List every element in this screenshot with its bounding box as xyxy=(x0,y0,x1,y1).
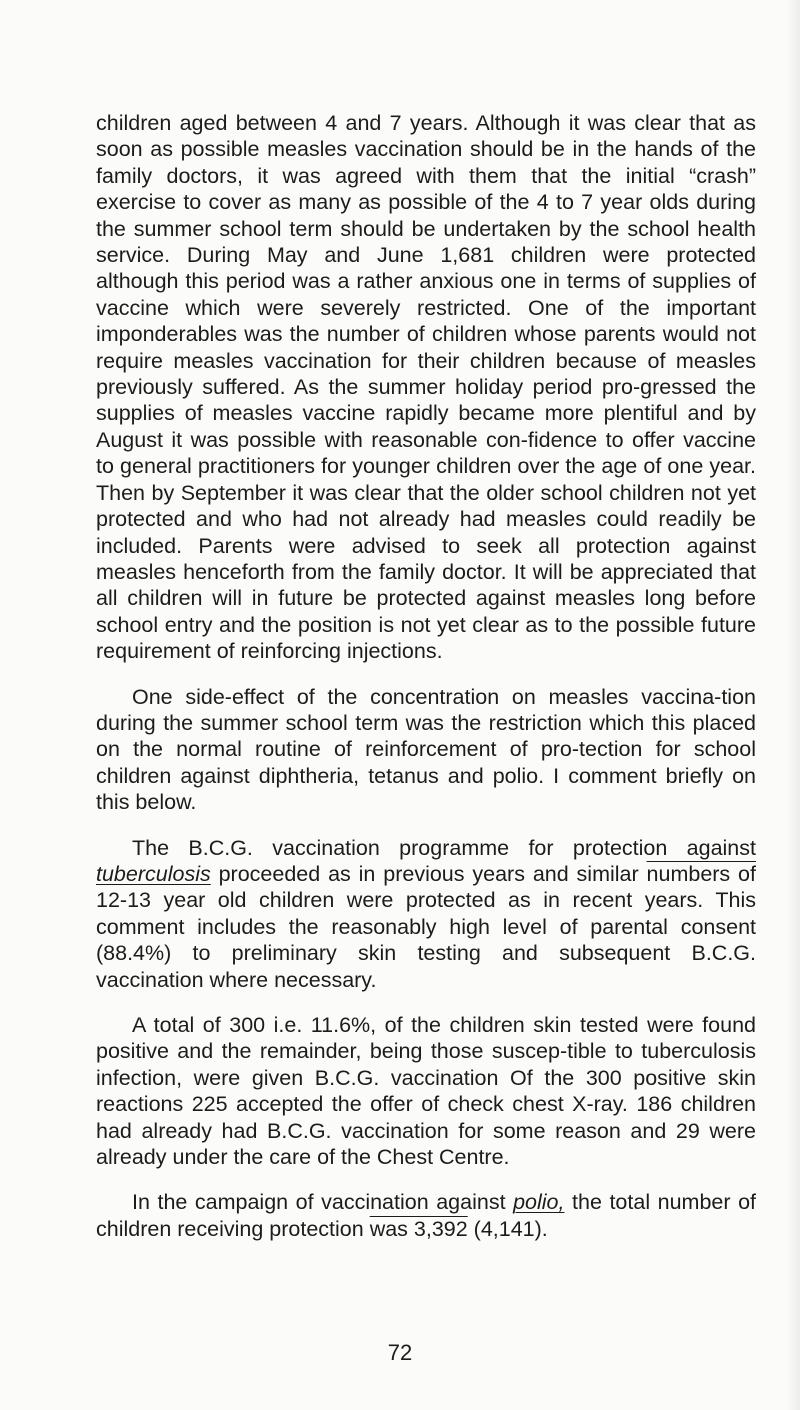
paragraph-skin-test-results: A total of 300 i.e. 11.6%, of the children skin tested were found positive and the remainder, being those suscep-tible to tuberculosis infection, were given B.C.G. vaccination Of the 300 positive skin reactions 225 accepted the offer of check chest X-ray. 186 children had already had B.C.G. vaccination for some reason and 29 were already under the care of the Chest Centre. xyxy=(96,1013,756,1170)
polio-text-end: (4,141). xyxy=(467,1216,548,1241)
body-text xyxy=(96,110,756,1261)
bcg-text-start: The B.C.G. vaccination programme for protection against xyxy=(132,835,756,860)
bcg-text-middle: proceeded as in previous years and similar xyxy=(210,861,647,886)
numbers-of-marked: numbers of xyxy=(646,861,756,886)
polio-text-start: In the campaign of vaccination against xyxy=(132,1190,514,1215)
tuberculosis-underlined: tuberculosis xyxy=(96,861,211,886)
page-edge-shadow xyxy=(786,0,800,1410)
page-number: 72 xyxy=(387,1340,413,1365)
paragraph-polio-campaign xyxy=(96,1189,756,1242)
polio-underlined: polio, xyxy=(513,1190,565,1215)
paragraph-measles-continued: children aged between 4 and 7 years. Although it was clear that as soon as possible measles vaccination should be in the hands of the family doctors, it was agreed with them that the initial “crash” exercise to cover as many as possible of the 4 to 7 year olds during the summer school term should be undertaken by the school health service. During May and June 1,681 children were protected although this period was a rather anxious one in terms of supplies of vaccine which were severely restricted. One of the important imponderables was the number of children whose parents would not require measles vaccination for their children because of measles previously suffered. As the summer holiday period pro-gressed the supplies of measles vaccine rapidly became more plentiful and by August it was possible with reasonable con-fidence to offer vaccine to general practitioners for younger children over the age of one year. Then by September it was clear that the older school children not yet protected and who had not already had measles could readily be included. Parents were advised to seek all protection against measles henceforth from the family doctor. It will be appreciated that all children will in future be protected against measles long before school entry and the position is not yet clear as to the possible future requirement of reinforcing injections. xyxy=(96,111,756,664)
bcg-text-end: 12-13 year old children were protected as in recent years. This comment includes the reasonably high level of parental consent (88.4%) to preliminary skin testing and subsequent B.C.G. vaccination where necessary. xyxy=(96,888,756,992)
paragraph-bcg-programme xyxy=(96,835,756,993)
paragraph-side-effect: One side-effect of the concentration on measles vaccina-tion during the summer school term was the restriction which this placed on the normal routine of reinforcement of pro-tection for school children against diphtheria, tetanus and polio. I comment briefly on this below. xyxy=(96,684,756,815)
polio-text-middle: the total number of children receiving protection xyxy=(96,1190,756,1241)
was-total-marked: was 3,392 xyxy=(369,1216,468,1241)
